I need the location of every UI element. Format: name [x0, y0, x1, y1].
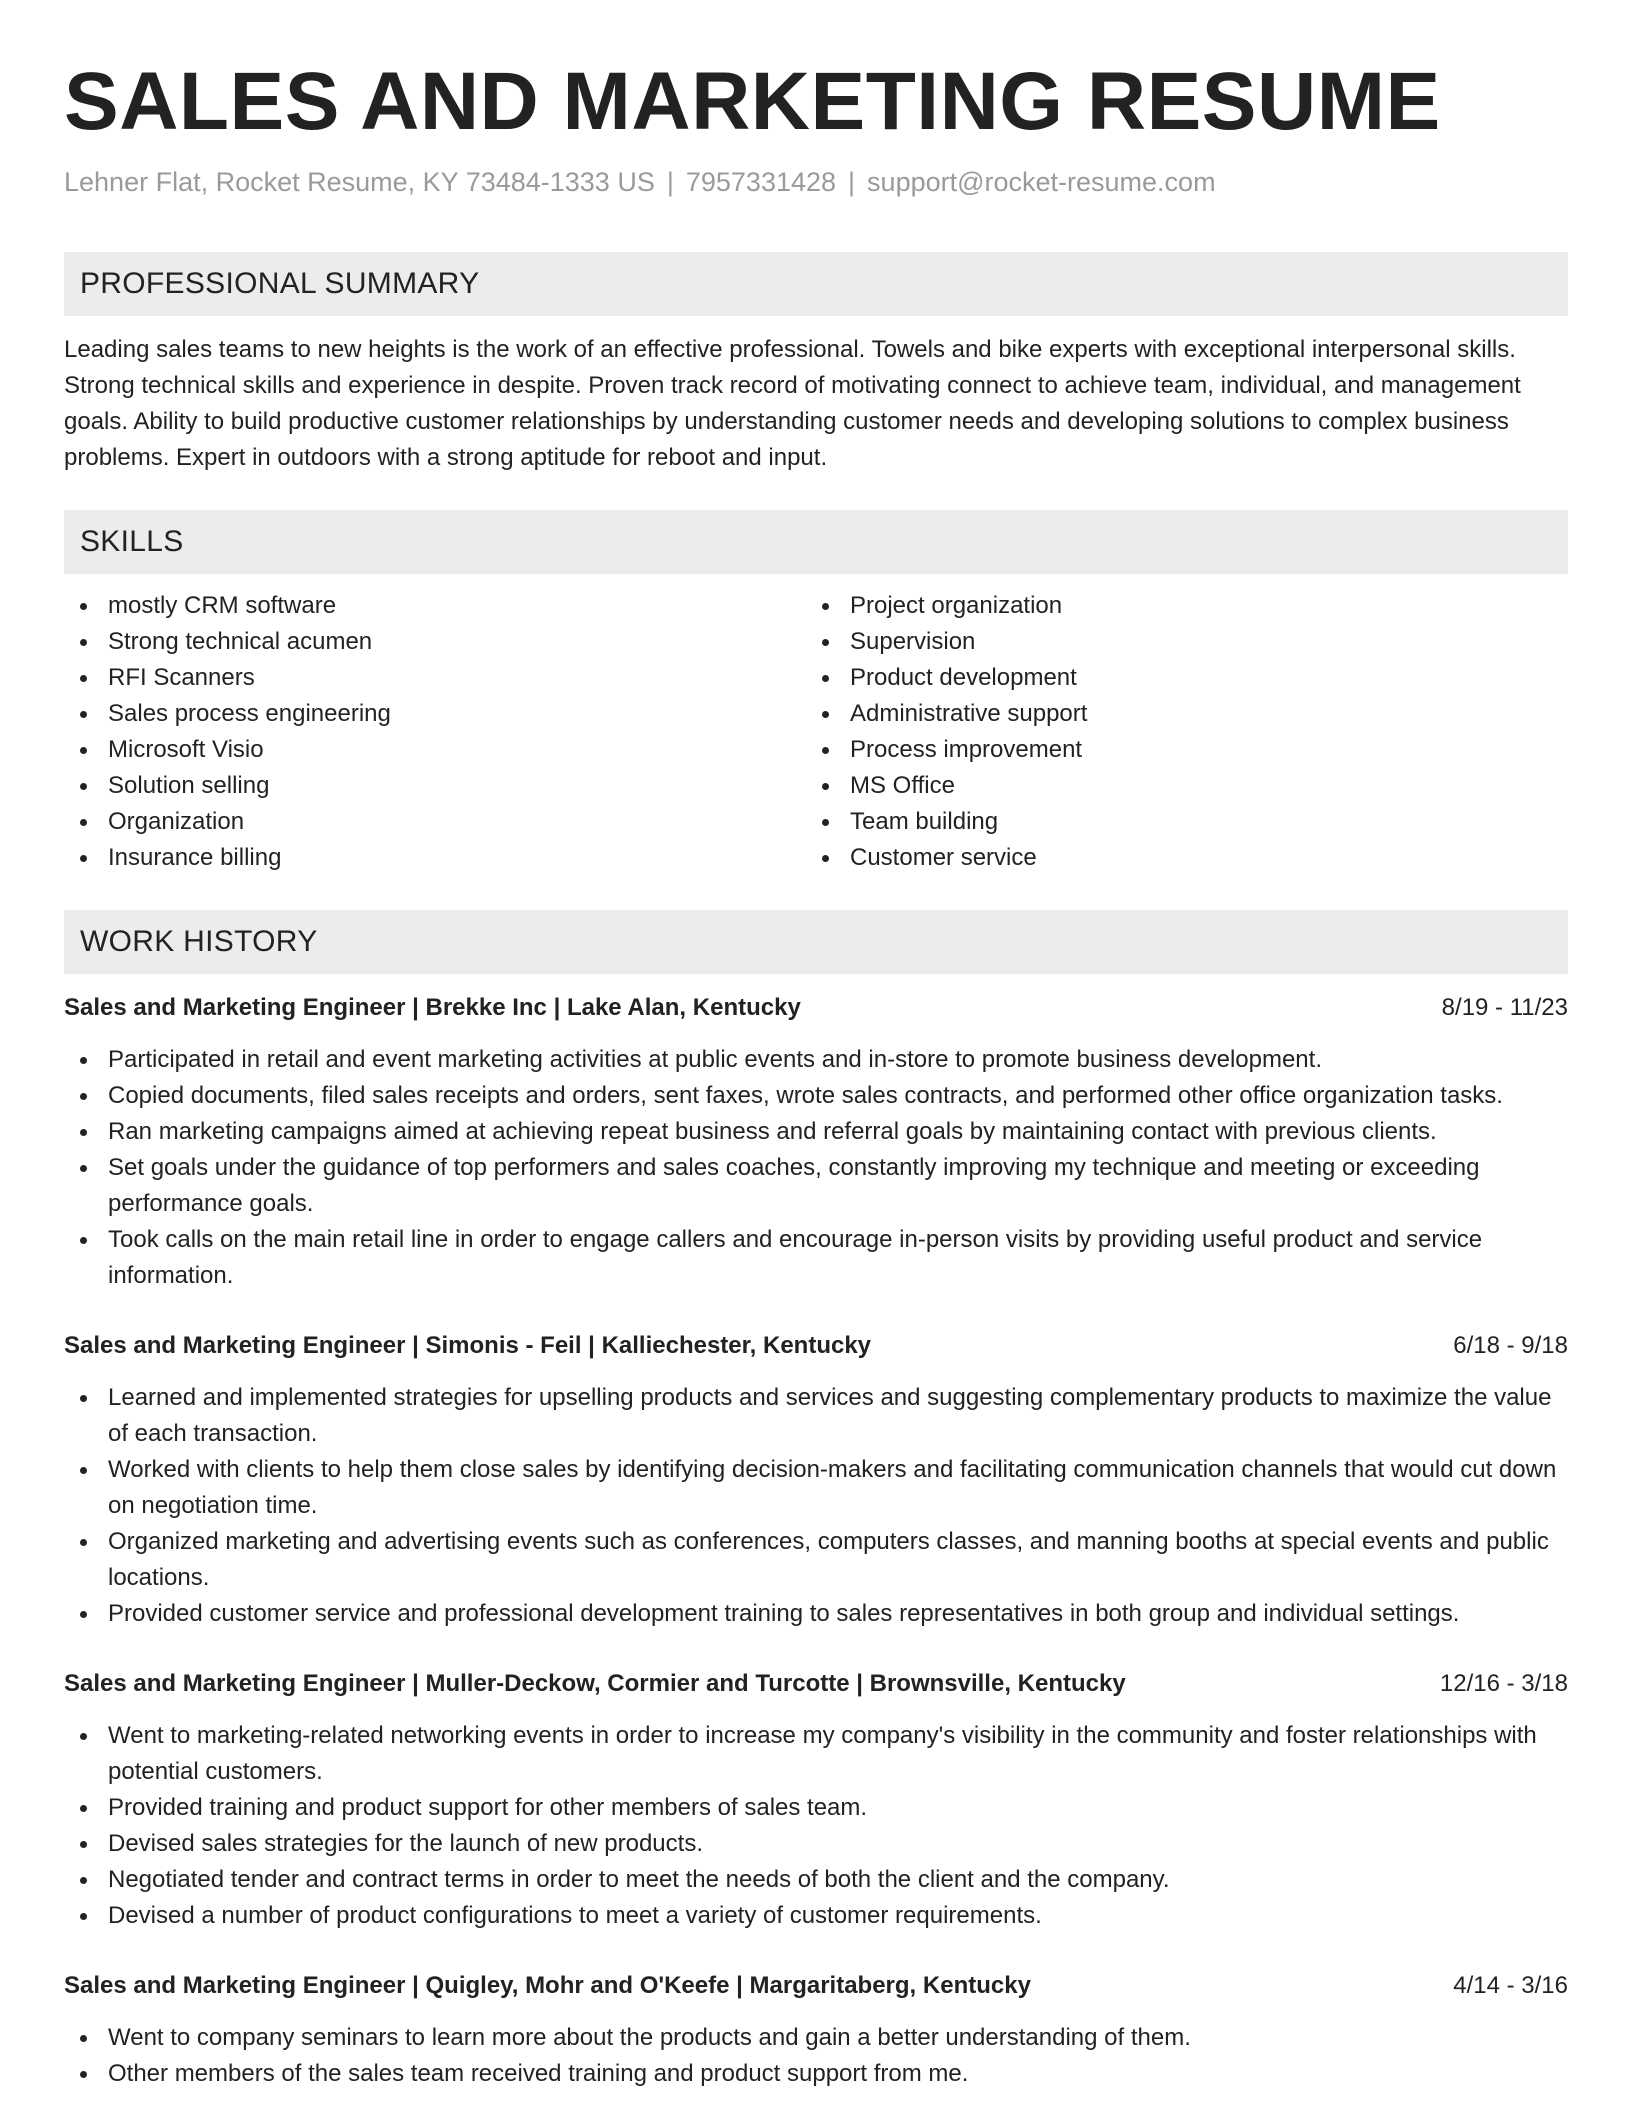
- skills-column-left: [64, 588, 806, 876]
- section-heading-work-history: WORK HISTORY: [64, 910, 1568, 974]
- section-heading-skills: SKILLS: [64, 510, 1568, 574]
- job-bullet: Participated in retail and event marketing activities at public events and in-store to promote business development.: [64, 1042, 1568, 1078]
- skill-item: Product development: [806, 660, 1548, 696]
- job-bullet: Copied documents, filed sales receipts and orders, sent faxes, wrote sales contracts, and performed other office organization tasks.: [64, 1078, 1568, 1114]
- job-bullet: Other members of the sales team received training and product support from me.: [64, 2056, 1568, 2092]
- job-bullet: Organized marketing and advertising events such as conferences, computers classes, and manning booths at special events and public locations.: [64, 1524, 1568, 1596]
- skill-item: Supervision: [806, 624, 1548, 660]
- contact-separator: |: [666, 167, 674, 197]
- contact-phone: 7957331428: [685, 167, 837, 197]
- job-bullets: [64, 1380, 1568, 1632]
- skill-item: Organization: [64, 804, 806, 840]
- skill-item: Process improvement: [806, 732, 1548, 768]
- job-bullet: Went to marketing-related networking events in order to increase my company's visibility in the community and foster relationships with potential customers.: [64, 1718, 1568, 1790]
- job-title: Sales and Marketing Engineer | Simonis - Feil | Kalliechester, Kentucky: [64, 1332, 872, 1359]
- job-bullet: Worked with clients to help them close sales by identifying decision-makers and facilitating communication channels that would cut down on negotiation time.: [64, 1452, 1568, 1524]
- skill-item: Project organization: [806, 588, 1548, 624]
- skill-item: Administrative support: [806, 696, 1548, 732]
- job-header: [64, 1968, 1568, 2004]
- job-bullet: Negotiated tender and contract terms in order to meet the needs of both the client and the company.: [64, 1862, 1568, 1898]
- job-header: [64, 1666, 1568, 1702]
- skill-item: Team building: [806, 804, 1548, 840]
- job-entry: [64, 1328, 1568, 1632]
- job-bullet: Learned and implemented strategies for upselling products and services and suggesting complementary products to maximize the value of each transaction.: [64, 1380, 1568, 1452]
- skill-item: Solution selling: [64, 768, 806, 804]
- summary-text: Leading sales teams to new heights is the work of an effective professional. Towels and bike experts with exceptional interpersonal skills. Strong technical skills and experience in despite. Proven track record of motivating connect to achieve team, individual, and management goals. Ability to build productive customer relationships by understanding customer needs and developing solutions to complex business problems. Expert in outdoors with a strong aptitude for reboot and input.: [64, 336, 1521, 471]
- contact-email: support@rocket-resume.com: [867, 167, 1216, 197]
- job-entry: [64, 1968, 1568, 2092]
- skill-item: RFI Scanners: [64, 660, 806, 696]
- job-bullet: Provided customer service and professional development training to sales representatives in both group and individual settings.: [64, 1596, 1568, 1632]
- section-heading-summary: PROFESSIONAL SUMMARY: [64, 252, 1568, 316]
- skills-column-right: [806, 588, 1548, 876]
- job-header: [64, 990, 1568, 1026]
- contact-line: [64, 164, 1568, 200]
- skill-item: mostly CRM software: [64, 588, 806, 624]
- resume-title: SALES AND MARKETING RESUME: [64, 56, 1441, 147]
- job-bullets: [64, 2020, 1568, 2092]
- job-bullet: Provided training and product support for other members of sales team.: [64, 1790, 1568, 1826]
- job-bullet: Took calls on the main retail line in order to engage callers and encourage in-person visits by providing useful product and service information.: [64, 1222, 1568, 1294]
- skill-item: Insurance billing: [64, 840, 806, 876]
- job-dates: 4/14 - 3/16: [1453, 1972, 1568, 1999]
- job-dates: 8/19 - 11/23: [1441, 994, 1568, 1021]
- skills-list: [64, 588, 1568, 876]
- job-header: [64, 1328, 1568, 1364]
- job-dates: 6/18 - 9/18: [1453, 1332, 1568, 1359]
- job-bullet: Devised sales strategies for the launch of new products.: [64, 1826, 1568, 1862]
- skill-item: Strong technical acumen: [64, 624, 806, 660]
- job-bullets: [64, 1718, 1568, 1934]
- job-bullet: Ran marketing campaigns aimed at achieving repeat business and referral goals by maintaining contact with previous clients.: [64, 1114, 1568, 1150]
- skill-item: MS Office: [806, 768, 1548, 804]
- skill-item: Customer service: [806, 840, 1548, 876]
- job-title: Sales and Marketing Engineer | Muller-Deckow, Cormier and Turcotte | Brownsville, Kentucky: [64, 1670, 1126, 1697]
- job-bullet: Set goals under the guidance of top performers and sales coaches, constantly improving my technique and meeting or exceeding performance goals.: [64, 1150, 1568, 1222]
- job-dates: 12/16 - 3/18: [1439, 1670, 1568, 1697]
- skill-item: Microsoft Visio: [64, 732, 806, 768]
- job-bullet: Devised a number of product configurations to meet a variety of customer requirements.: [64, 1898, 1568, 1934]
- job-bullets: [64, 1042, 1568, 1294]
- skill-item: Sales process engineering: [64, 696, 806, 732]
- job-entry: [64, 1666, 1568, 1934]
- contact-separator: |: [848, 167, 856, 197]
- job-title: Sales and Marketing Engineer | Brekke Inc | Lake Alan, Kentucky: [64, 994, 801, 1021]
- job-entry: [64, 990, 1568, 1294]
- job-title: Sales and Marketing Engineer | Quigley, Mohr and O'Keefe | Margaritaberg, Kentucky: [64, 1972, 1031, 1999]
- job-bullet: Went to company seminars to learn more about the products and gain a better understanding of them.: [64, 2020, 1568, 2056]
- resume-page: [64, 52, 1568, 2092]
- contact-address: Lehner Flat, Rocket Resume, KY 73484-1333 US: [64, 167, 655, 197]
